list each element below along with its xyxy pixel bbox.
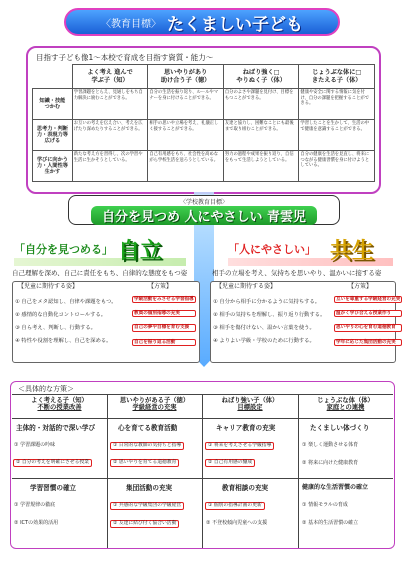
goals-cell: 友達と協力し、困難なことにも最後まで取り組むことができる。: [223, 120, 299, 151]
column-head-top: ねばり強い子（体）: [221, 397, 279, 404]
list-item: ② 将来に向けた健康教育: [302, 460, 359, 466]
list-item: ④ 特性や役割を理解し、自己を深める。: [15, 338, 112, 344]
kyosei-left-title: 【児童に期待する姿】: [216, 283, 277, 290]
list-item: ① 日常的な教師の気持ちと指導: [110, 442, 184, 450]
goals-cell: 新たな考え方を習得し、次の学習や生活に生かそうとしている。: [72, 151, 148, 182]
column-head-top: 思いやりがある子（徳）: [119, 397, 190, 404]
column-head: [202, 397, 298, 411]
goals-cell: 健康や安全に関する情報に気を付け、自分の課題を把握することができる。: [299, 89, 375, 120]
jiritsu-left-title: 【児童に期待する姿】: [18, 283, 79, 290]
measure-tag: 教員の個別指導の充実: [132, 310, 196, 317]
list-item: ① 楽しく運動させる体育: [302, 442, 359, 448]
list-item: ① 学習課題の吟味: [14, 442, 56, 448]
jiritsu-word: 自立: [118, 239, 163, 264]
banner-title: たくましい子ども: [167, 14, 303, 35]
measure-tag: 思いやりの心を育む道徳教育: [334, 324, 402, 331]
section-head: 心を育てる教育活動: [118, 424, 178, 432]
column-head: [298, 397, 393, 411]
list-item: ② 自己有用感の醸成: [205, 459, 255, 467]
kyosei-measures: [334, 296, 402, 346]
goals-cell: 学習したことを生かして、生活の中で健康を意識することができる。: [299, 120, 375, 151]
jiritsu-description: 自己理解を深め、自己に責任をもち、自律的な態度をもつ姿: [12, 269, 188, 277]
measure-tag: 自己の夢や目標を育む支援: [132, 324, 196, 331]
column-head: [107, 397, 202, 411]
goals-cell: お互いの考えを伝え合い、考えを広げたり深めたりすることができる。: [72, 120, 148, 151]
column-head-bottom: 家庭との連携: [326, 404, 365, 412]
measure-tag: 自己を振り返る活動: [132, 339, 196, 346]
goals-title: 目指す子ども像1～本校で育成を目指す資質・能力～: [36, 53, 214, 62]
measure-tag: 互いを尊重する学級経営の充実: [336, 297, 401, 302]
goals-header: ねばり強く□ やりぬく子（体）: [223, 65, 299, 89]
goals-header: 思いやりがあり 助け合う子（徳）: [148, 65, 224, 89]
concrete-title: ＜具体的な方策＞: [18, 385, 74, 393]
goals-cell: 自分の健康を生活を見直し、将来につながる健康習慣を身に付けようとしている。: [299, 151, 375, 182]
list-item: ② 相手の気持ちを理解し、振り返り行動する。: [213, 312, 326, 318]
goals-row-label: 思考力・判断 力・表現力等 広げる: [33, 120, 73, 151]
column-head-bottom: 学級経営の充実: [132, 404, 177, 412]
section-head: 健康的な生活習慣の確立: [302, 484, 369, 491]
section-head: 学習習慣の確立: [30, 484, 77, 492]
list-item: ② 基本的生活習慣の確立: [302, 520, 359, 526]
list-item: ② 友達に結び付く協合い活動: [110, 520, 179, 528]
goals-row-label: 知識・技能 つかむ: [33, 89, 73, 120]
divider: [202, 394, 203, 548]
list-item: ② 不登校傾向児童への支援: [206, 520, 268, 526]
goals-cell: 努力の過程や成果を振り返り、自信をもって生活しようとしている。: [223, 151, 299, 182]
banner-label: 〈教育目標〉: [101, 18, 161, 30]
list-item: ③ 相手を傷付けない、温かい言葉を使う。: [213, 325, 315, 331]
kyosei-word: 共生: [330, 239, 375, 264]
goals-cell: 自分の生活を振り返り、ルールやマナーを身に付けることができる。: [148, 89, 224, 120]
goals-row-label: 学びに向かう 力・人間性等 生かす: [33, 151, 73, 182]
school-goal-title: 自分を見つめ 人にやさしい 青雲児: [91, 206, 317, 225]
measure-tag: 温かく学び合える授業作り: [334, 310, 402, 317]
goals-cell: 学習課題をとらえ、見通しをもち自力解決に励むことができる。: [72, 89, 148, 120]
list-item: ② 自分の考えを明確にさせる授業: [13, 459, 92, 467]
list-item: ① 個別の指導計画の更新: [205, 502, 265, 510]
column-head-bottom: 目標設定: [237, 404, 263, 412]
school-goal-box: [68, 195, 340, 225]
section-head: キャリア教育の充実: [216, 424, 276, 432]
goals-cell: 相手の思いや立場を考え、礼儀正しく接することができる。: [148, 120, 224, 151]
column-head-bottom: 不断の授業改善: [37, 404, 82, 412]
jiritsu-items: [15, 296, 131, 348]
column-head-top: よく考える子（知）: [31, 397, 88, 404]
jiritsu-measures: [132, 296, 196, 346]
list-item: ① 学習規律の徹底: [14, 502, 56, 508]
section-head: たくましい体づくり: [310, 424, 370, 432]
kyosei-right-title: 【方策】: [348, 283, 373, 290]
list-item: ① 自分から相手に分かるように気持ちする。: [213, 299, 321, 305]
measure-tag: 学年に応じた集団活動の充実: [334, 339, 402, 346]
column-head-top: じょうぶな体（体）: [317, 397, 374, 404]
goals-header: よく考え 進んで 学ぶ子（知）: [72, 65, 148, 89]
section-head: 主体的・対話的で深い学び: [16, 424, 96, 432]
goals-cell: 自己有用感をもち、社会性を高めながら学校生活を送ろうとしている。: [148, 151, 224, 182]
column-head: [12, 397, 107, 411]
divider: [298, 394, 299, 548]
section-head: 集団活動の充実: [126, 484, 173, 492]
list-item: ④ よりよい学級・学校のために行動する。: [213, 338, 315, 344]
measure-tag: 学級活動をみさせる学習指導: [134, 297, 194, 302]
education-goal-banner: [64, 8, 340, 36]
goals-table: [32, 64, 375, 182]
goals-cell: 自分のよさや課題を見付け、目標をもつことができる。: [223, 89, 299, 120]
list-item: ② 思いやりを育てる道徳教育: [110, 459, 179, 467]
kyosei-description: 相手の立場を考え、気持ちを思いやり、温かいに接する姿: [212, 269, 382, 277]
section-head: 教育相談の充実: [222, 484, 269, 492]
kyosei-items: [213, 296, 333, 348]
goals-header: じょうぶな体に□ きたえる子（体）: [299, 65, 375, 89]
kyosei-phrase: 「人にやさしい」: [228, 243, 316, 256]
jiritsu-right-title: 【方策】: [148, 283, 173, 290]
list-item: ① 情報モラルの育成: [302, 502, 348, 508]
list-item: ③ 自ら考え、判断し、行動する。: [15, 325, 96, 331]
list-item: ② 感情的な自動化コントロールする。: [15, 312, 107, 318]
list-item: ① 将来を考えさせる学級指導: [205, 442, 274, 450]
list-item: ① 共感的な学級集団の学級経営: [110, 502, 184, 510]
goals-corner: [33, 65, 73, 89]
jiritsu-phrase: 「自分を見つめる」: [14, 243, 113, 256]
list-item: ② ICTの効果的活用: [14, 520, 59, 526]
school-goal-label: 〈学校教育目標〉: [179, 199, 228, 206]
list-item: ① 自己をメタ認知し、自律や課題をもつ。: [15, 299, 117, 305]
divider: [107, 394, 108, 548]
